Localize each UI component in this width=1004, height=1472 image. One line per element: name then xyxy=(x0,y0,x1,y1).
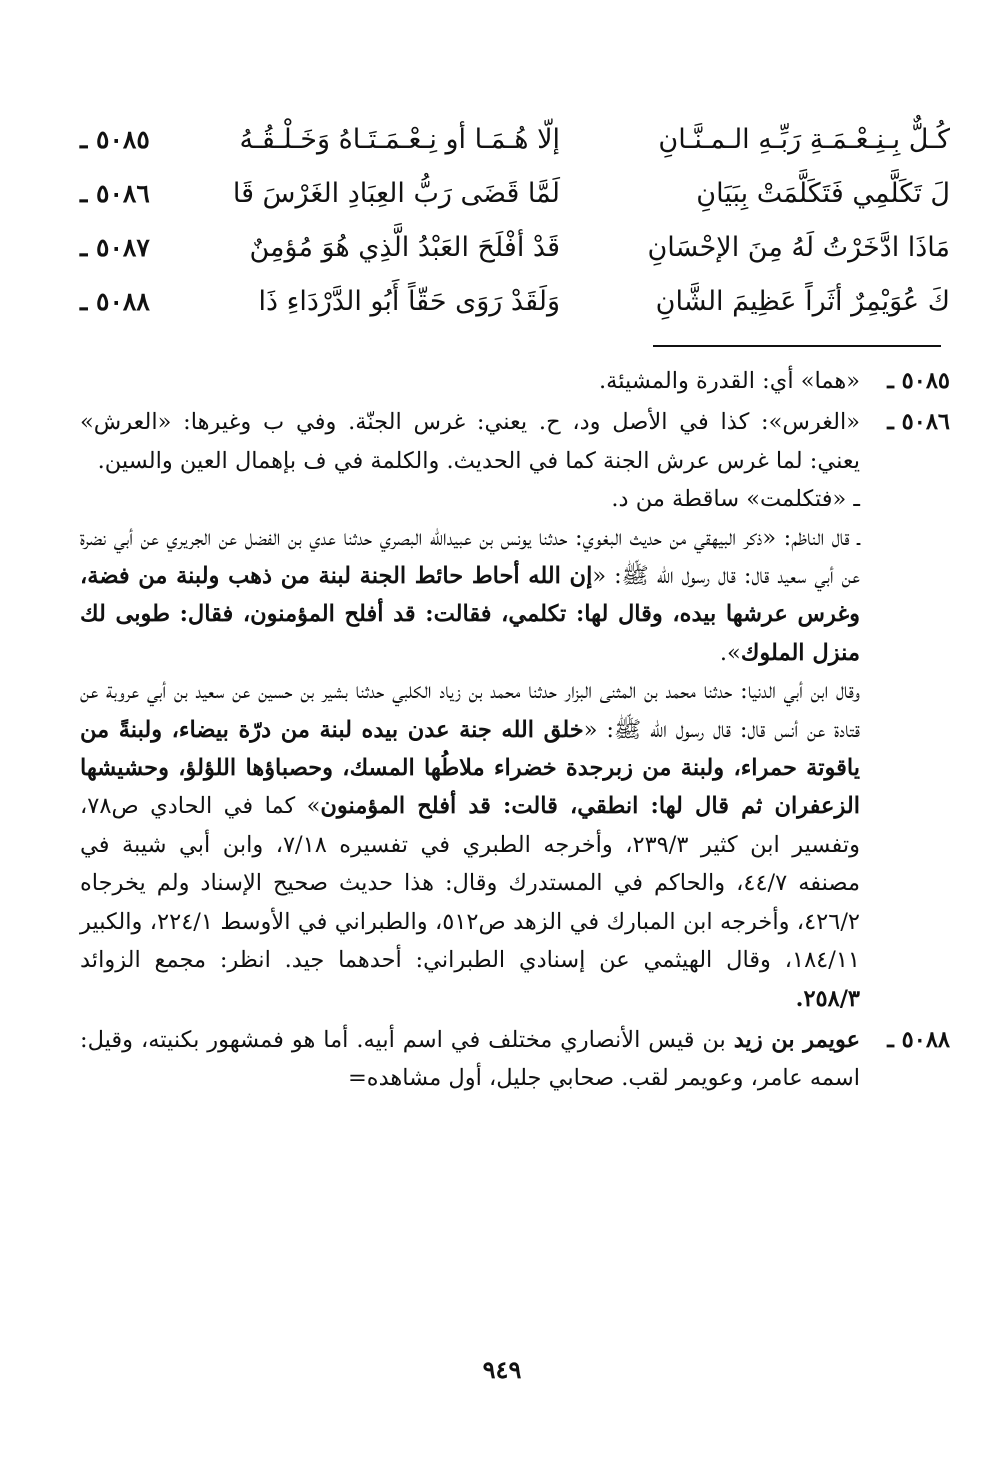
footnote-paragraph xyxy=(80,672,860,1018)
verse-first-hemistich: إلّا هُـمَـا أو نِـعْـمَـتَـاهُ وَخَـلْـقُـهُ xyxy=(239,123,560,155)
footnote-paragraph xyxy=(80,1021,860,1098)
verse-number: ٥٠٨٨ ـ xyxy=(80,286,150,316)
verse-5086 xyxy=(80,166,950,220)
verse-number: ٥٠٨٧ ـ xyxy=(80,232,150,262)
footnote-number: ٥٠٨٥ ـ xyxy=(887,368,950,394)
verse-second-hemistich: كُـلٌّ بِـنِـعْـمَـةِ رَبِّـهِ الـمـنَّـانِ xyxy=(658,123,950,155)
verse-number: ٥٠٨٥ ـ xyxy=(80,124,150,154)
footnote-5086 xyxy=(80,403,950,1018)
hadith-chain: وقال ابن أبي الدنيا: حدثنا محمد بن المثنى البزار حدثنا محمد بن زياد الكلبي حدثنا بشير بن حسين عن سعيد بن أبي عروبة عن قتادة عن أنس قال: قال رسول الله ﷺ: « xyxy=(80,678,860,743)
verse-second-hemistich: مَاذَا ادَّخَرْتُ لَهُ مِنَ الإحْسَانِ xyxy=(647,231,950,263)
footnote-paragraph: «الغرس»: كذا في الأصل ود، ح. يعني: غرس الجنّة. وفي ب وغيرها: «العرش» يعني: لما غرس عرش الجنة كما في الحديث. والكلمة في ف بإهمال العين والسين. xyxy=(80,409,860,474)
quote-close: ». xyxy=(719,639,741,666)
verse-first-hemistich: وَلَقَدْ رَوَى حَقّاً أَبُو الدَّرْدَاءِ ذَا xyxy=(258,285,560,317)
footnote-number: ٥٠٨٦ ـ xyxy=(887,409,950,436)
footnote-number: ٥٠٨٨ ـ xyxy=(887,1026,950,1053)
verse-second-hemistich: كَ عُوَيْمِرٌ أثَراً عَظِيمَ الشَّانِ xyxy=(655,285,950,317)
footnote-text: بن قيس الأنصاري مختلف في اسم أبيه. أما هو فمشهور بكنيته، وقيل: اسمه عامر، وعويمر لقب. صحابي جليل، أول مشاهده= xyxy=(80,1026,860,1092)
page-number: ٩٤٩ xyxy=(482,1355,522,1384)
footnote-5085 xyxy=(80,362,950,400)
hadith-chain: ـ قال الناظم: «ذكر البيهقي من حديث البغوي: حدثنا يونس بن عبيدالله البصري حدثنا عدي بن الفضل عن الجريري عن أبي نضرة عن أبي سعيد قال: قال رسول الله ﷺ: « xyxy=(80,524,860,590)
footnotes xyxy=(80,362,950,1101)
verse-second-hemistich: لَ تَكَلَّمِي فَتَكَلَّمَتْ بِبَيَانِ xyxy=(696,177,950,209)
footnote-paragraph xyxy=(80,519,860,673)
references: » كما في الحادي ص٧٨، وتفسير ابن كثير ٢٣٩/٣، وأخرجه الطبري في تفسيره ٧/١٨، وابن أبي شيبة في مصنفه ٤٤/٧، والحاكم في المستدرك وقال: هذا حديث صحيح الإسناد ولم يخرجاه ٤٢٦/٢، وأخرجه ابن المبارك في الزهد ص٥١٢، والطبراني في الأوسط ٢٢٤/١، والكبير ١٨٤/١١، وقال الهيثمي عن إسنادي الطبراني: أحدهما جيد. انظر: مجمع الزوائد xyxy=(80,793,860,974)
verse-number: ٥٠٨٦ ـ xyxy=(80,178,150,208)
poem-verses xyxy=(80,112,950,328)
hadith-text: إن الله أحاط حائط الجنة لبنة من ذهب ولبنة من فضة، وغرس عرشها بيده، وقال لها: تكلمي، فقالت: قد أفلح المؤمنون، فقال: طوبى لك منزل الملوك xyxy=(80,563,860,666)
verse-5087 xyxy=(80,220,950,274)
footnote-5088 xyxy=(80,1021,950,1098)
verse-5085 xyxy=(80,112,950,166)
person-name: عويمر بن زيد xyxy=(733,1026,861,1053)
verse-5088 xyxy=(80,274,950,328)
footnote-text: «هما» أي: القدرة والمشيئة. xyxy=(599,368,860,394)
reference-bold: ٢٥٨/٣. xyxy=(795,985,860,1012)
footnote-paragraph: ـ «فتكلمت» ساقطة من د. xyxy=(611,486,860,513)
footnote-separator xyxy=(653,345,941,347)
verse-first-hemistich: لَمَّا قَضَى رَبُّ العِبَادِ الغَرْسَ قَا xyxy=(232,177,560,209)
hadith-text: خلق الله جنة عدن بيده لبنة من درّة بيضاء، ولبنةً من ياقوتة حمراء، ولبنة من زبرجدة خضراء ملاطُها المسك، وحصباؤها اللؤلؤ، وحشيشها الزعفران ثم قال لها: انطقي، قالت: قد أفلح المؤمنون xyxy=(80,716,860,820)
verse-first-hemistich: قَدْ أفْلَحَ العَبْدُ الَّذِي هُوَ مُؤمِنٌ xyxy=(249,231,560,263)
